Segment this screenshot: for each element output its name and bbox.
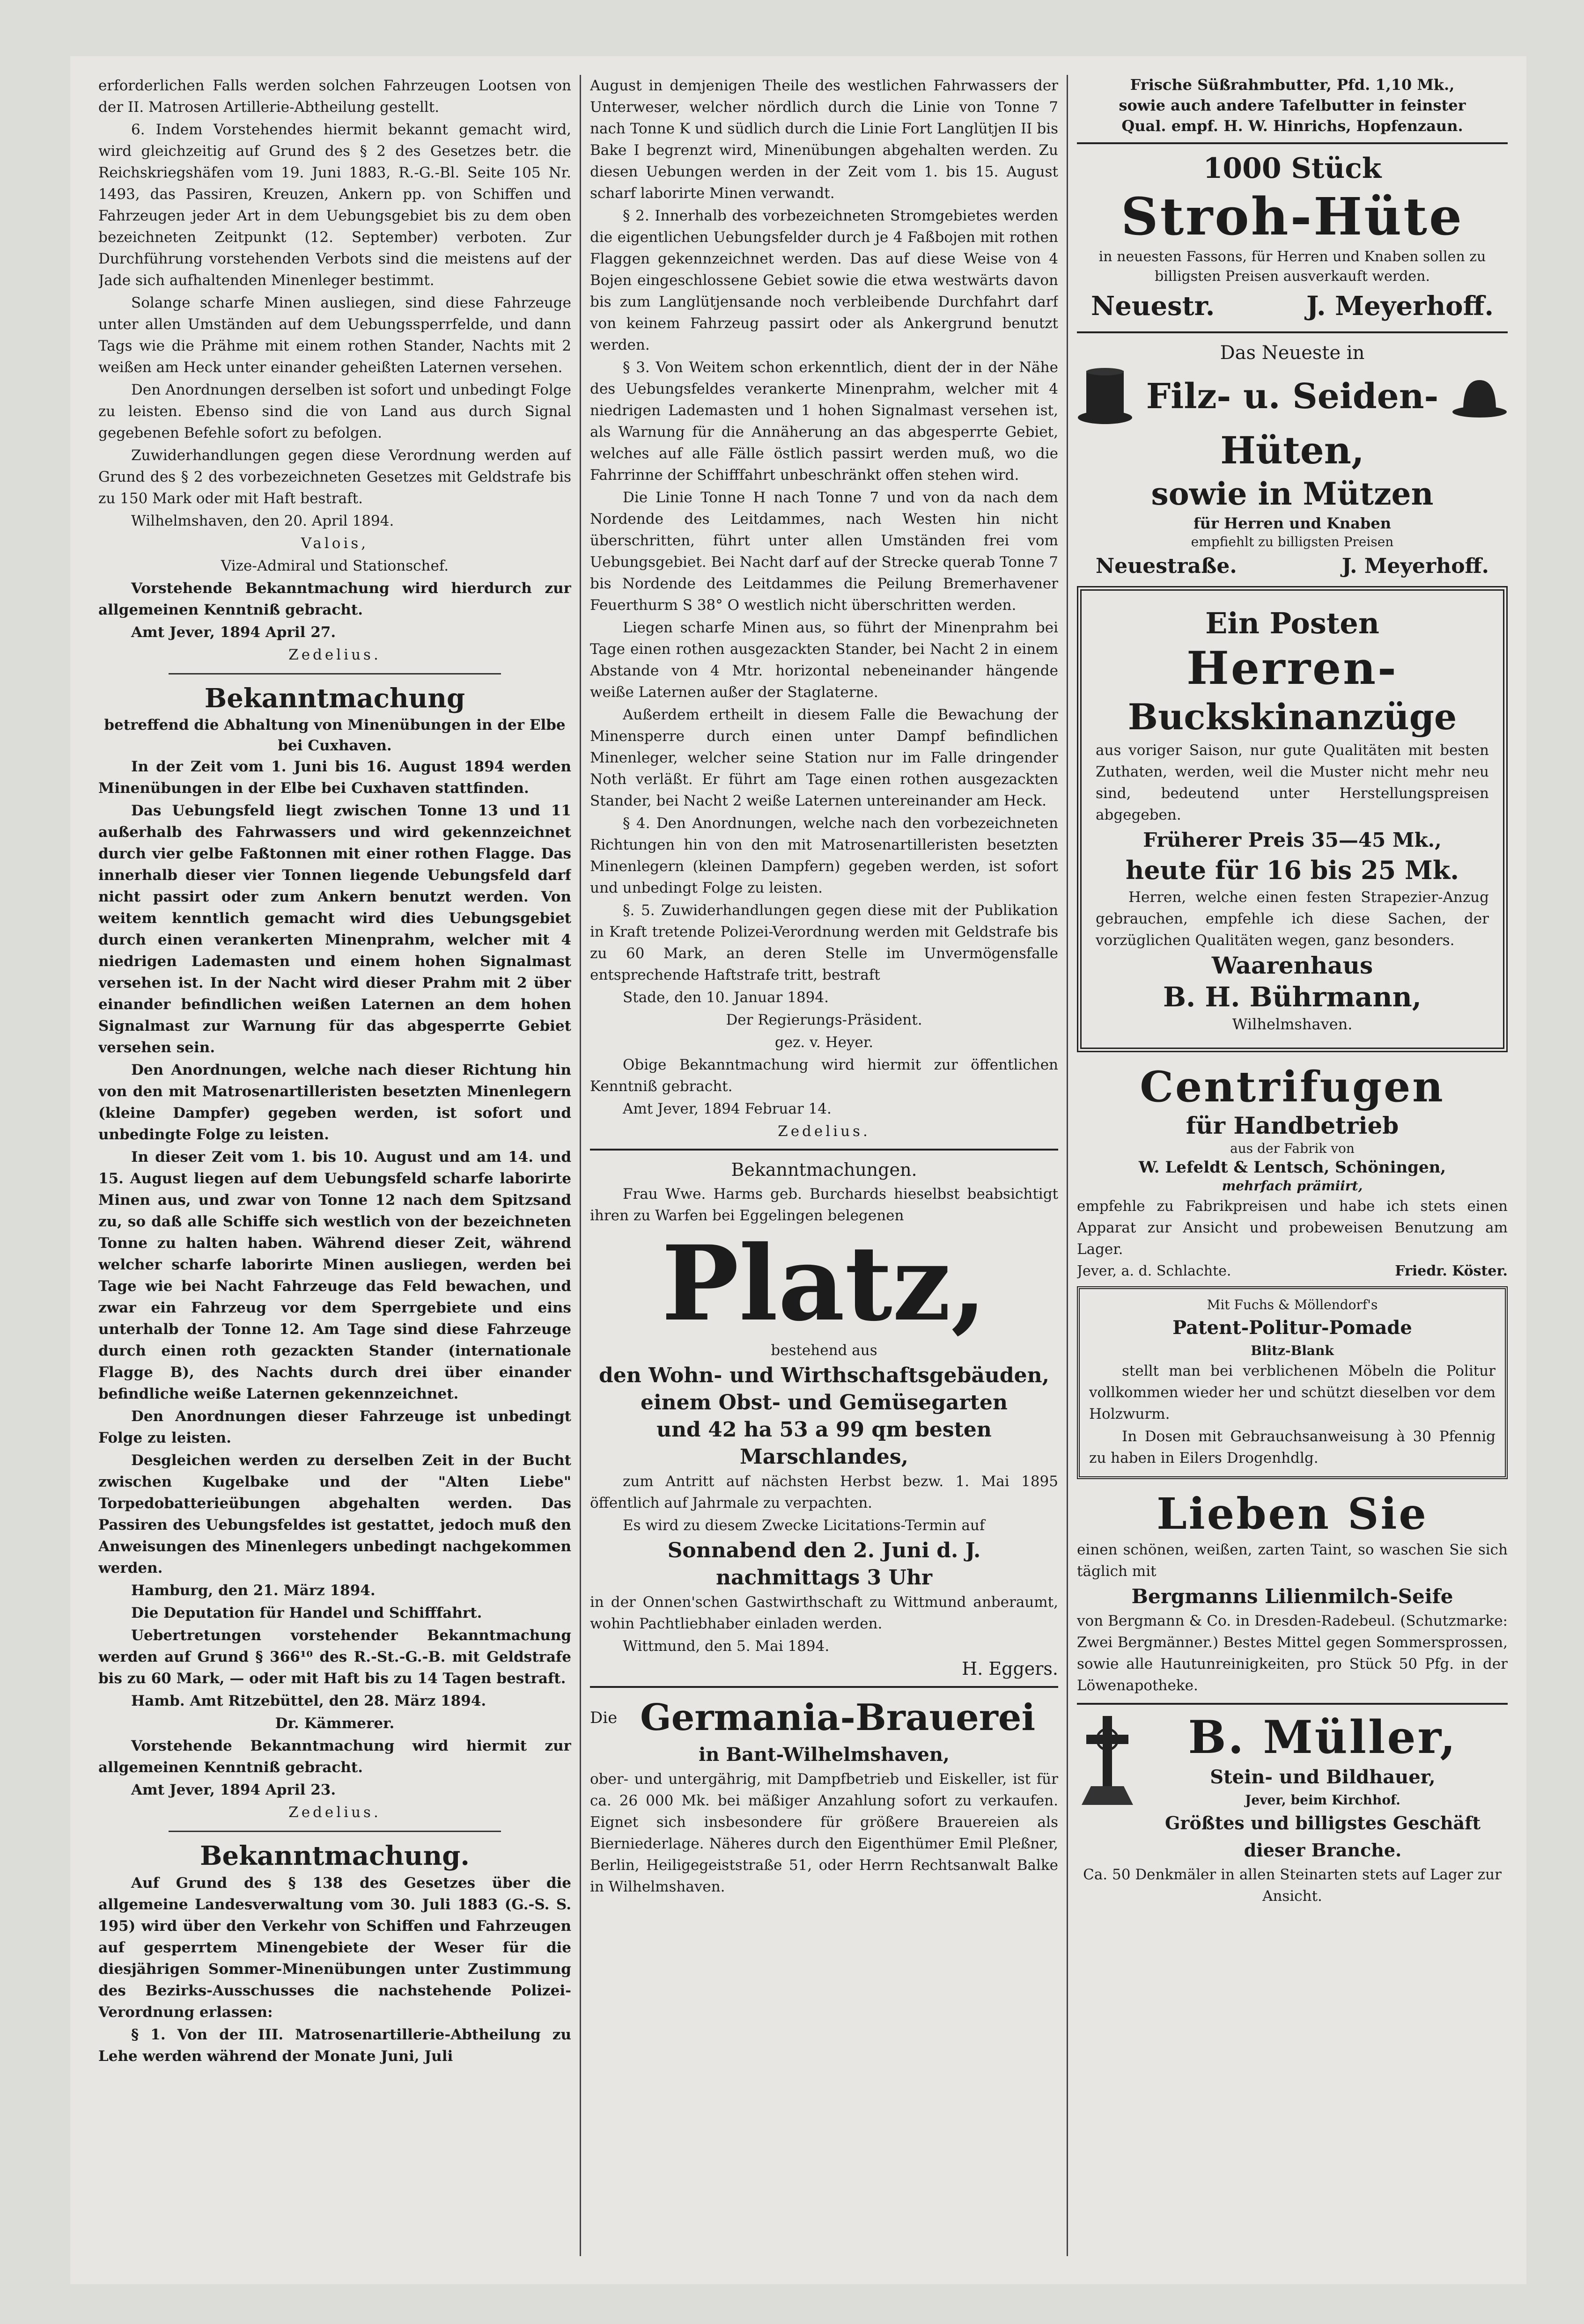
- article-paragraph: Außerdem ertheilt in diesem Falle die Bewachung der Minensperre durch einen unter Dampf befindlichen Minenleger, welcher seine Station nur im Falle dringender Noth verläßt. Er führt am Tage einen rothen ausgezackten Stander, bei Nacht 2 weiße Laternen untereinander am Heck.: [590, 706, 1058, 809]
- ad-price: Früherer Preis 35—45 Mk.,: [1143, 828, 1442, 851]
- article-paragraph: Die Linie Tonne H nach Tonne 7 und von da nach dem Nordende des Leitdammes, nach Westen hin nicht überschritten, führt unter allen Umständen frei vom Uebungsgebiet. Bei Nacht darf auf der Strecke querab Tonne 7 bis Nordende des Leitdammes die Peilung Bremerhavener Feuerthurm S 38° O westlich nicht überschritten werden.: [590, 489, 1058, 614]
- article-subheading: betreffend die Abhaltung von Minenübungen in der Elbe bei Cuxhaven.: [104, 717, 566, 754]
- ad-line: nachmittags 3 Uhr: [715, 1566, 933, 1590]
- article-paragraph: 6. Indem Vorstehendes hiermit bekannt gemacht wird, wird gleichzeitig auf Grund des § 2 des Gesetzes betr. die Reichskriegshäfen vom 19. Juni 1883, R.-G.-Bl. Seite 105 Nr. 1493, das Passiren, Kreuzen, Ankern pp. von Schiffen und Fahrzeugen jeder Art in dem Uebungsgebiet bis zu dem oben bezeichneten Zeitpunkt (12. September) verboten. Zur Durchführung vorstehenden Verbots sind die meistens auf der Jade sich aufhaltenden Minenleger bestimmt.: [98, 121, 571, 289]
- newspaper-page: [70, 56, 1526, 2284]
- ad-headline: Platz,: [661, 1223, 987, 1344]
- ad-headline: Centrifugen: [1140, 1062, 1445, 1112]
- ad-line: W. Lefeldt & Lentsch, Schöningen,: [1138, 1158, 1446, 1177]
- article-paragraph: § 1. Von der III. Matrosenartillerie-Abtheilung zu Lehe werden während der Monate Juni, Juli: [98, 2026, 571, 2065]
- divider: [590, 1149, 1058, 1151]
- ad-address: Jever, beim Kirchhof.: [1245, 1792, 1400, 1808]
- article-paragraph: Desgleichen werden zu derselben Zeit in der Bucht zwischen Kugelbake und der "Alten Liebe" Torpedobatterieübungen abgehalten werden. Das Passiren des Uebungsfeldes ist gestattet, jedoch muß den Anweisungen des Minenlegers unbedingt nachgekommen werden.: [98, 1452, 571, 1576]
- signature-title: Der Regierungs-Präsident.: [726, 1012, 922, 1028]
- article-paragraph: In dieser Zeit vom 1. bis 10. August und am 14. und 15. August liegen auf dem Uebungsfeld scharfe laborirte Minen aus, und zwar von Tonne 12 nach dem Spitzsand zu, so daß alle Schiffe sich westlich von der bezeichneten Tonne zu halten haben. Während dieser Zeit, während welcher scharfe laborirte Minen ausliegen, werden bei Tage wie bei Nacht Fahrzeuge das Feld bewachen, und zwar ein Fahrzeug vor dem Sperrgebiete und eins unterhalb der Tonne 12. Am Tage sind diese Fahrzeuge durch einen roth gezackten Stander (internationale Flagge B), des Nachts durch drei über einander befindliche weiße Laternen gekennzeichnet.: [98, 1149, 571, 1402]
- article-paragraph: Liegen scharfe Minen aus, so führt der Minenprahm bei Tage einen rothen ausgezackten Stander, bei Nacht 2 in einem Abstande von 4 Mtr. horizontal nebeneinander hängende weiße Laternen außer der Staglaterne.: [590, 619, 1058, 701]
- ad-line: sowie auch andere Tafelbutter in feinster: [1119, 96, 1466, 114]
- column-rule: [1067, 75, 1068, 2256]
- ad-paragraph: stellt man bei verblichenen Möbeln die Politur vollkommen wieder her und schützt dieselben vor dem Holzwurm.: [1089, 1363, 1496, 1422]
- ad-line: Blitz-Blank: [1251, 1343, 1334, 1358]
- dateline: Wilhelmshaven, den 20. April 1894.: [131, 513, 394, 529]
- article-paragraph: Uebertretungen vorstehender Bekanntmachung werden auf Grund § 366¹⁰ des R.-St.-G.-B. mit Geldstrafe bis zu 60 Mark, — oder mit Haft bis zu 14 Tagen bestraft.: [98, 1627, 571, 1687]
- ad-line: Frische Süßrahmbutter, Pfd. 1,10 Mk.,: [1130, 76, 1455, 94]
- ad-headline: Lieben Sie: [1157, 1488, 1428, 1539]
- signature: gez. v. Heyer.: [774, 1034, 874, 1051]
- ad-merchant: B. H. Bührmann,: [1163, 981, 1422, 1013]
- bowler-hat-icon: [1451, 366, 1508, 427]
- ad-line: Stein- und Bildhauer,: [1210, 1766, 1436, 1788]
- column-rule: [580, 75, 581, 2256]
- article-heading: Bekanntmachung.: [200, 1840, 470, 1871]
- article-paragraph: Vorstehende Bekanntmachung wird hiermit zur allgemeinen Kenntniß gebracht.: [98, 1738, 571, 1776]
- ad-text: bestehend aus: [771, 1342, 877, 1359]
- article-paragraph: § 3. Von Weitem schon erkenntlich, dient der in der Nähe des Uebungsfeldes verankerte Minenprahm, welcher mit 4 niedrigen Lademasten und 1 hohen Signalmast versehen ist, als Warnung für die Annäherung an das abgesperrte Gebiet, welches auf alle Fälle östlich passirt werden muß, wo die Fahrrinne der Schifffahrt unbeschränkt offen stehen wird.: [590, 359, 1058, 484]
- ad-paragraph: zum Antritt auf nächsten Herbst bezw. 1. Mai 1895 öffentlich auf Jahrmale zu verpachten.: [590, 1473, 1058, 1511]
- ad-paragraph: aus voriger Saison, nur gute Qualitäten mit besten Zuthaten, werden, weil die Muster nicht mehr neu sind, bedeutend unter Herstellungspreisen abgegeben.: [1096, 742, 1489, 823]
- dateline: Wittmund, den 5. Mai 1894.: [623, 1638, 830, 1655]
- ad-address: Wilhelmshaven.: [1232, 1015, 1353, 1033]
- article-paragraph: Obige Bekanntmachung wird hiermit zur öffentlichen Kenntniß gebracht.: [590, 1056, 1058, 1095]
- article-paragraph: § 4. Den Anordnungen, welche nach den vorbezeichneten Richtungen hin von den mit Matrosenartilleristen besetzten Minenlegern (kleinen Dampfern) gegeben werden, ist sofort und unbedingt Folge zu leisten.: [590, 815, 1058, 896]
- ad-paragraph: empfehle zu Fabrikpreisen und habe ich stets einen Apparat zur Ansicht und probeweisen Benutzung am Lager.: [1077, 1198, 1508, 1258]
- article-paragraph: erforderlichen Falls werden solchen Fahrzeugen Lootsen von der II. Matrosen Artillerie-Abtheilung gestellt.: [98, 77, 571, 116]
- signature: H. Eggers.: [962, 1658, 1058, 1679]
- ad-product: Bergmanns Lilienmilch-Seife: [1131, 1585, 1453, 1608]
- ad-line: einem Obst- und Gemüsegarten: [640, 1391, 1008, 1415]
- signature: Zedelius.: [288, 1804, 381, 1821]
- dateline: Hamb. Amt Ritzebüttel, den 28. März 1894.: [131, 1693, 486, 1709]
- article-heading: Bekanntmachung: [204, 683, 465, 714]
- ad-address: Neuestr.: [1091, 291, 1215, 322]
- article-paragraph: Auf Grund des § 138 des Gesetzes über die allgemeine Landesverwaltung vom 30. Juli 1883 (G.-S. S. 195) wird über den Verkehr von Schiffen und Fahrzeugen auf gesperrtem Minengebiete der Weser für die diesjährigen Sommer-Minenübungen unter Zustimmung des Bezirks-Ausschusses die nachstehende Polizei-Verordnung erlassen:: [98, 1875, 571, 2021]
- dateline: Amt Jever, 1894 Februar 14.: [623, 1100, 832, 1117]
- ad-paragraph: in der Onnen'schen Gastwirthschaft zu Wittmund anberaumt, wohin Pachtliebhaber einladen werden.: [590, 1594, 1058, 1632]
- ad-paragraph: von Bergmann & Co. in Dresden-Radebeul. (Schutzmarke: Zwei Bergmänner.) Bestes Mittel gegen Sommersprossen, sowie alle Hautunreinigkeiten, pro Stück 50 Pfg. in der Löwenapotheke.: [1077, 1613, 1508, 1694]
- article-paragraph: Den Anordnungen, welche nach dieser Richtung hin von den mit Matrosenartilleristen besetzten Minenlegern (kleine Dampfer) gegeben werden, ist sofort und unbedingte Folge zu leisten.: [98, 1062, 571, 1143]
- article-paragraph: Vorstehende Bekanntmachung wird hierdurch zur allgemeinen Kenntniß gebracht.: [98, 580, 571, 618]
- signature: Zedelius.: [288, 646, 381, 663]
- ad-line: für Herren und Knaben: [1194, 514, 1391, 532]
- divider: [1077, 1703, 1508, 1705]
- ad-line: Sonnabend den 2. Juni d. J.: [667, 1539, 981, 1562]
- ad-line: empfiehlt zu billigsten Preisen: [1191, 534, 1394, 550]
- ad-paragraph: In Dosen mit Gebrauchsanweisung à 30 Pfennig zu haben in Eilers Drogenhdlg.: [1089, 1428, 1496, 1466]
- ad-frame: [1077, 1286, 1508, 1479]
- signature-title: Die Deputation für Handel und Schifffahrt.: [131, 1605, 482, 1621]
- divider: [169, 673, 501, 674]
- article-paragraph: Zuwiderhandlungen gegen diese Verordnung werden auf Grund des § 2 des vorbezeichneten Gesetzes mit Geldstrafe bis zu 150 Mark oder mit Haft bestraft.: [98, 447, 571, 507]
- ad-line: in Bant-Wilhelmshaven,: [699, 1744, 950, 1766]
- ad-line: aus der Fabrik von: [1230, 1141, 1355, 1156]
- article-paragraph: Das Uebungsfeld liegt zwischen Tonne 13 und 11 außerhalb des Fahrwassers und wird gekennzeichnet durch vier gelbe Faßtonnen mit einer rothen Flagge. Das innerhalb dieser vier Tonnen liegende Uebungsfeld darf nicht passirt oder zum Ankern benutzt werden. Von weitem kenntlich gemacht wird dies Uebungsgebiet durch einen verankerten Minenprahm, welcher mit 4 niedrigen Lademasten und einem hohen Signalmast versehen ist. In der Nacht wird dieser Prahm mit 2 über einander befindlichen weißen Laternen an dem hohen Signalmast zur Warnung für das abgesperrte Gebiet versehen sein.: [98, 802, 571, 1056]
- article-paragraph: §. 5. Zuwiderhandlungen gegen diese mit der Publikation in Kraft tretende Polizei-Verordnung werden mit Geldstrafe bis zu 60 Mark, an deren Stelle im Unvermögensfalle entsprechende Haftstrafe tritt, bestraft: [590, 902, 1058, 983]
- article-paragraph: Solange scharfe Minen ausliegen, sind diese Fahrzeuge unter allen Umständen auf dem Uebungssperrfelde, und dann Tags wie die Prähme mit einem rothen Stander, Nachts mit 2 weißen am Heck unter einander geheißten Laternen versehen.: [98, 294, 571, 376]
- dateline: Hamburg, den 21. März 1894.: [131, 1582, 376, 1599]
- article-paragraph: Den Anordnungen derselben ist sofort und unbedingt Folge zu leisten. Ebenso sind die von Land aus durch Signal gegebenen Befehle sofort zu befolgen.: [98, 381, 571, 441]
- ad-address: Neuestraße.: [1096, 554, 1237, 578]
- ad-paragraph: Herren, welche einen festen Strapezier-Anzug gebrauchen, empfehle ich diese Sachen, der vorzüglichen Qualitäten wegen, ganz besonders.: [1096, 889, 1489, 949]
- ad-text: Die: [590, 1708, 618, 1727]
- article-paragraph: In der Zeit vom 1. Juni bis 16. August 1894 werden Minenübungen in der Elbe bei Cuxhaven stattfinden.: [98, 758, 571, 797]
- ad-paragraph: einen schönen, weißen, zarten Taint, so waschen Sie sich täglich mit: [1077, 1541, 1508, 1580]
- article-paragraph: § 2. Innerhalb des vorbezeichneten Stromgebietes werden die eigentlichen Uebungsfelder durch je 4 Faßbojen mit rothen Flaggen gekennzeichnet werden. Das auf diese Weise von 4 Bojen eingeschlossene Gebiet sowie die etwa westwärts davon bis zum Langlütjensande noch verbleibende Durchfahrt darf von keinem Fahrzeug passirt oder als Ankergrund benutzt werden.: [590, 207, 1058, 353]
- divider: [1077, 331, 1508, 333]
- grave-cross-icon: [1077, 1711, 1138, 1805]
- ad-frame: [1077, 586, 1508, 1052]
- column-right: [1077, 75, 1508, 2256]
- ad-paragraph: Es wird zu diesem Zwecke Licitations-Termin auf: [623, 1517, 985, 1534]
- ad-merchant: J. Meyerhoff.: [1306, 291, 1494, 322]
- ad-merchant: Friedr. Köster.: [1395, 1263, 1508, 1279]
- signature: Zedelius.: [778, 1123, 870, 1140]
- article-paragraph: Den Anordnungen dieser Fahrzeuge ist unbedingt Folge zu leisten.: [98, 1408, 571, 1446]
- ad-paragraph: Ca. 50 Denkmäler in allen Steinarten stets auf Lager zur Ansicht.: [1083, 1866, 1502, 1905]
- ad-headline: sowie in Mützen: [1151, 476, 1434, 512]
- ad-line: und 42 ha 53 a 99 qm besten: [656, 1418, 992, 1442]
- signature: Dr. Kämmerer.: [275, 1715, 395, 1732]
- ad-line: dieser Branche.: [1244, 1840, 1402, 1861]
- dateline: Amt Jever, 1894 April 23.: [131, 1781, 336, 1798]
- ad-line: mehrfach prämiirt,: [1222, 1178, 1363, 1194]
- ad-line: Marschlandes,: [739, 1445, 908, 1469]
- ad-headline: Stroh-Hüte: [1121, 186, 1464, 247]
- ad-line: 1000 Stück: [1203, 152, 1382, 185]
- ad-line: für Handbetrieb: [1186, 1112, 1399, 1139]
- ad-headline: Patent-Politur-Pomade: [1172, 1317, 1412, 1339]
- ad-line: den Wohn- und Wirthschaftsgebäuden,: [599, 1364, 1049, 1387]
- ad-headline: B. Müller,: [1188, 1711, 1458, 1764]
- top-hat-icon: [1077, 366, 1133, 427]
- dateline: Amt Jever, 1894 April 27.: [131, 624, 336, 641]
- column-middle: [590, 75, 1058, 2256]
- ad-line: Mit Fuchs & Möllendorf's: [1207, 1297, 1378, 1312]
- column-left: [98, 75, 571, 2256]
- ad-merchant: J. Meyerhoff.: [1341, 554, 1489, 578]
- article-paragraph: August in demjenigen Theile des westlichen Fahrwassers der Unterweser, welcher nördlich durch die Linie von Tonne 7 nach Tonne K und südlich durch die Linie Fort Langlütjen II bis Bake I begrenzt wird, Minenübungen abgehalten werden. Zu diesen Uebungen werden in der Zeit vom 1. bis 15. August scharf laborirte Minen verwandt.: [590, 77, 1058, 202]
- ad-price: heute für 16 bis 25 Mk.: [1125, 855, 1459, 885]
- section-heading: Bekanntmachungen.: [731, 1159, 917, 1180]
- ad-paragraph: ober- und untergährig, mit Dampfbetrieb und Eiskeller, ist für ca. 26 000 Mk. bei mäßiger Anzahlung sofort zu verkaufen. Eignet sich insbesondere für größere Brauereien als Bierniederlage. Näheres durch den Eigenthümer Emil Pleßner, Berlin, Heiligegeiststraße 51, oder Herrn Rechtsanwalt Balke in Wilhelmshaven.: [590, 1771, 1058, 1895]
- ad-merchant: Waarenhaus: [1211, 952, 1373, 979]
- ad-headline: Herren-: [1186, 642, 1398, 695]
- divider: [169, 1831, 501, 1832]
- divider: [1077, 142, 1508, 144]
- signature-title: Vize-Admiral und Stationschef.: [221, 557, 449, 574]
- ad-headline: Germania-Brauerei: [640, 1696, 1036, 1739]
- signature: Valois,: [301, 535, 369, 552]
- divider: [590, 1686, 1058, 1688]
- ad-headline: Filz- u. Seiden-: [1146, 376, 1439, 417]
- ad-address: Jever, a. d. Schlachte.: [1077, 1263, 1231, 1279]
- dateline: Stade, den 10. Januar 1894.: [623, 989, 829, 1006]
- ad-line: Ein Posten: [1205, 606, 1379, 640]
- ad-headline: Buckskinanzüge: [1127, 696, 1457, 738]
- ad-line: Qual. empf. H. W. Hinrichs, Hopfenzaun.: [1121, 117, 1463, 135]
- ad-paragraph: Frau Wwe. Harms geb. Burchards hieselbst beabsichtigt ihren zu Warfen bei Eggelingen belegenen: [590, 1186, 1058, 1224]
- ad-line: Das Neueste in: [1220, 342, 1365, 364]
- ad-line: Größtes und billigstes Geschäft: [1164, 1812, 1481, 1833]
- ad-headline: Hüten,: [1220, 428, 1364, 472]
- ad-text: in neuesten Fassons, für Herren und Knaben sollen zu billigsten Preisen ausverkauft werden.: [1098, 249, 1486, 285]
